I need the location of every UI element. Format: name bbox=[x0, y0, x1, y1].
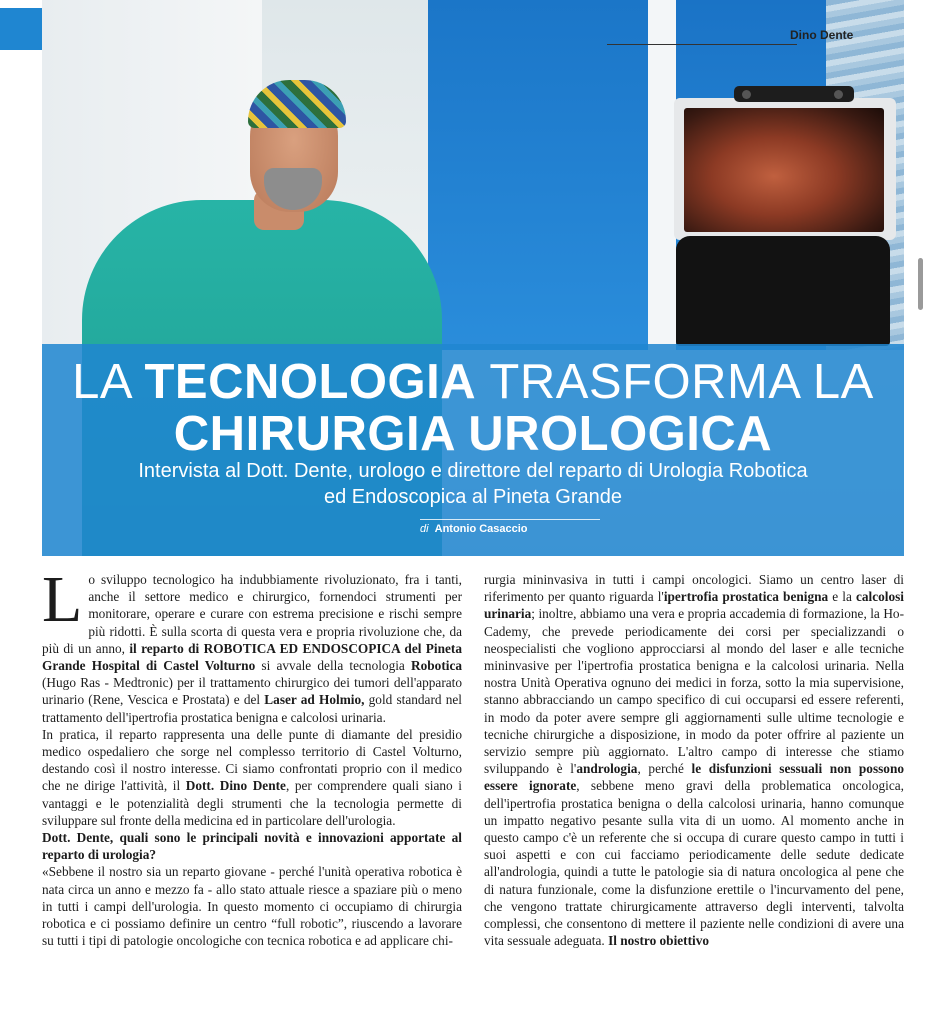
text-run-bold: calcolosi urinaria bbox=[484, 589, 904, 622]
subtitle bbox=[42, 458, 904, 510]
text-run: , perché bbox=[637, 761, 692, 777]
headline-part: TRASFORMA LA bbox=[476, 355, 874, 409]
byline-rule bbox=[420, 519, 600, 520]
headline bbox=[42, 356, 904, 460]
text-run-bold: Laser ad Holmio, bbox=[264, 692, 365, 708]
author-rule bbox=[607, 44, 797, 45]
paragraph bbox=[484, 571, 904, 949]
subtitle-line1: Intervista al Dott. Dente, urologo e direttore del reparto di Urologia Robotica bbox=[138, 460, 808, 482]
text-run-bold: il reparto di ROBOTICA ED ENDOSCOPICA del Pineta Grande Hospital di Castel Volturno bbox=[42, 640, 462, 674]
scrollbar[interactable] bbox=[917, 0, 923, 1024]
text-run: e la bbox=[828, 589, 856, 605]
monitor-screen bbox=[684, 108, 884, 232]
text-run-bold: le disfunzioni sessuali non possono essere ignorate bbox=[484, 761, 904, 794]
text-run-bold: Il nostro obiettivo bbox=[608, 933, 710, 949]
hero-photo bbox=[42, 0, 904, 556]
text-run-bold: Dott. Dino Dente bbox=[185, 778, 286, 794]
text-run: (Hugo Ras - Medtronic) per il trattamento chirurgico dei tumori dell'apparato urinario (Rene, Vescica e Prostata) e del bbox=[42, 675, 462, 708]
article-column-right bbox=[484, 571, 904, 949]
white-wall-strip bbox=[648, 0, 676, 350]
text-run-bold: andrologia bbox=[576, 761, 638, 777]
text-run-bold: Robotica bbox=[411, 658, 462, 674]
paragraph bbox=[42, 726, 462, 829]
text-run: gold standard nel trattamento dell'ipertrofia prostatica benigna e calcolosi urinaria. bbox=[42, 692, 462, 725]
blue-wall-panel bbox=[428, 0, 648, 350]
dropcap: L bbox=[42, 563, 83, 636]
robot-console bbox=[676, 236, 890, 346]
author-name: Dino Dente bbox=[790, 28, 854, 42]
text-run-bold: ipertrofia prostatica benigna bbox=[663, 589, 829, 605]
byline-author: Antonio Casaccio bbox=[434, 523, 528, 535]
article-column-left bbox=[42, 563, 462, 949]
interview-question: Dott. Dente, quali sono le principali novità e innovazioni apportate al reparto di urologia? bbox=[42, 830, 462, 863]
text-run: si avvale della tecnologia bbox=[255, 658, 412, 674]
headline-part: LA bbox=[72, 355, 145, 409]
byline-prefix: di bbox=[420, 523, 429, 535]
subtitle-line2: ed Endoscopica al Pineta Grande bbox=[324, 486, 622, 508]
camera-lens bbox=[834, 90, 843, 99]
scrollbar-thumb[interactable] bbox=[918, 258, 923, 310]
camera-lens bbox=[742, 90, 751, 99]
text-run: , sebbene meno gravi della problematica oncologica, dell'ipertrofia prostatica benigna o della calcolosi urinaria, hanno comunque un impatto negativo pesante sulla vita di un uomo. Al momento anche in questo campo c'è un referente che si occupa di curare questo campo in tutti i suoi aspetti e con cui facciamo periodicamente delle sedute dedicate all'andrologia, quindi a tutte le patologie sia di natura oncologica al pene che di natura funzionale, come la disfunzione erettile o l'incurvamento del pene, che vengono trattate chirurgicamente attraverso degli interventi, talvolta complessi, che consentono di mettere il paziente nelle condizioni di avere una vita sessuale adeguata. bbox=[484, 778, 904, 949]
paragraph: «Sebbene il nostro sia un reparto giovane - perché l'unità operativa robotica è nata circa un anno e mezzo fa - allo stato attuale riesce a spaziare più o meno in tutti i campi dell'urologia. In questo momento ci occupiamo di chirurgia robotica e ci possiamo definire un centro “full robotic”, riuscendo a lavorare su tutti i tipi di patologie oncologiche con tecnica robotica e ad applicare chi- bbox=[42, 864, 462, 949]
paragraph bbox=[42, 563, 462, 726]
surgical-cap bbox=[248, 80, 346, 128]
text-run: ; inoltre, abbiamo una vera e propria accademia di formazione, la Ho-Cademy, che prevede periodicamente dei corsi per specializzandi o neospecialisti che vogliono approcciarsi al mondo del laser e alle tecniche mininvasive per l'ipertrofia prostatica benigna e la calcolosi urinaria. Nella nostra Unità Operativa ognuno dei medici in forza, sotto la mia supervisione, stanno abbracciando un campo specifico di cui occuparsi ed essere referenti, in modo da poter avere sempre gli aggiornamenti sulle ultime tecnologie e tecniche chirurgiche a disposizione, in modo da poter offrire al paziente un servizio sempre più aggiornato. L'altro campo di interesse che stiamo sviluppando è l' bbox=[484, 606, 904, 777]
headline-part-bold: TECNOLOGIA bbox=[144, 355, 477, 409]
byline bbox=[420, 523, 680, 535]
text-run: , per comprendere quali siano i vantaggi e le potenzialità degli strumenti che la tecnologia permette di sviluppare sul fronte della medicina ed in particolare dell'urologia. bbox=[42, 778, 462, 828]
text-run: In pratica, il reparto rappresenta una delle punte di diamante del presidio medico ospedaliero che sorge nel complesso territorio di Castel Volturno, destando così il nostro interesse. Ci siamo confrontati proprio con il medico che ne dirige l'attività, il bbox=[42, 726, 462, 794]
text-run: rurgia mininvasiva in tutti i campi oncologici. Siamo un centro laser di riferimento per quanto riguarda l' bbox=[484, 572, 904, 605]
text-run: o sviluppo tecnologico ha indubbiamente rivoluzionato, fra i tanti, anche il settore medico e chirurgico, fornendoci strumenti per monitorare, operare e curare con estrema precisione e rischi sempre più ridotti. È sulla scorta di questa vera e propria rivoluzione che, da più di un anno, bbox=[42, 572, 462, 656]
headline-line2: CHIRURGIA UROLOGICA bbox=[173, 407, 773, 461]
